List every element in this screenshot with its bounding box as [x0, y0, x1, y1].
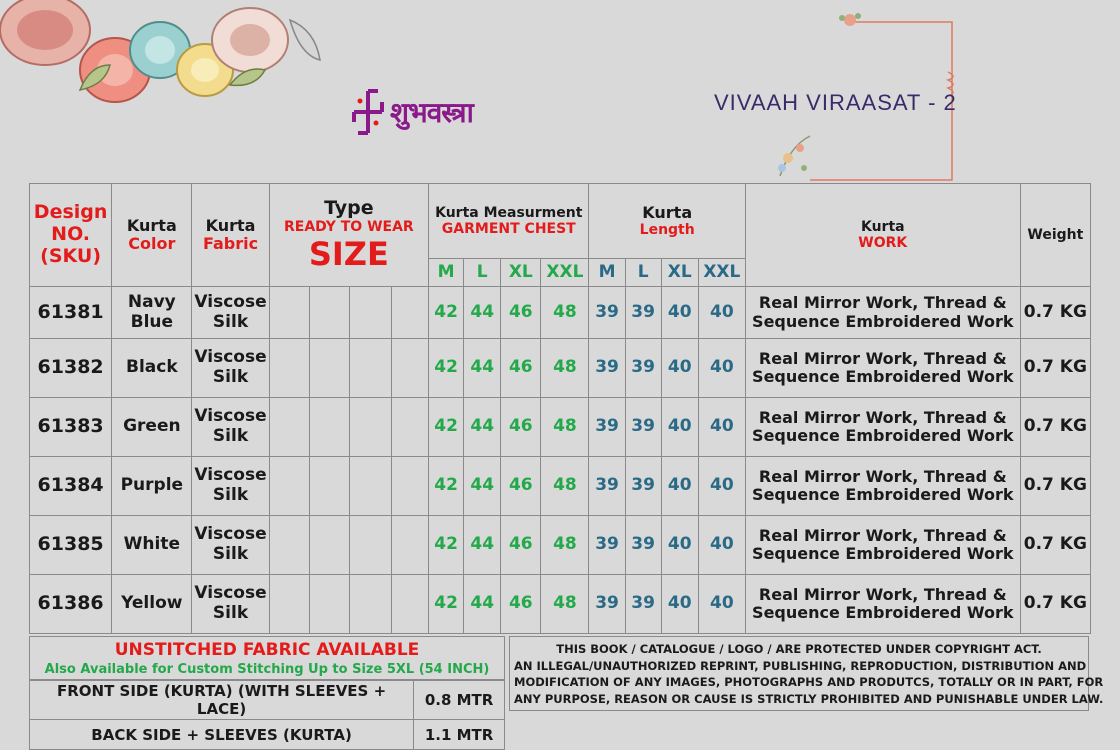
unstitched-title: UNSTITCHED FABRIC AVAILABLE: [114, 640, 420, 660]
sku-cell: 61382: [30, 339, 112, 398]
table-row: [30, 516, 1091, 575]
work-cell: Real Mirror Work, Thread & Sequence Embroidered Work: [745, 339, 1020, 398]
fabric-cell: Viscose Silk: [192, 516, 269, 575]
sku-cell: 61381: [30, 287, 112, 339]
chest-cell: 46: [501, 287, 541, 339]
kurta-length-header: Kurta Length: [589, 184, 745, 259]
collection-title: VIVAAH VIRAASAT - 2: [714, 90, 957, 115]
length-cell: 40: [661, 339, 698, 398]
size-cell: [349, 516, 391, 575]
table-row: [30, 575, 1091, 634]
chest-cell: 44: [464, 575, 501, 634]
chest-cell: 42: [429, 516, 464, 575]
size-cell: [269, 339, 309, 398]
chest-cell: 44: [464, 339, 501, 398]
kurta-measurement-header: Kurta Measurment GARMENT CHEST: [429, 184, 589, 259]
color-cell: Yellow: [112, 575, 192, 634]
length-cell: 39: [625, 339, 661, 398]
length-cell: 40: [698, 575, 745, 634]
fabric-info-heading: [29, 636, 505, 680]
fabric-cell: Viscose Silk: [192, 287, 269, 339]
size-cell: [391, 516, 428, 575]
color-cell: Green: [112, 398, 192, 457]
length-cell: 40: [661, 287, 698, 339]
type-size-header: Type READY TO WEAR SIZE: [269, 184, 428, 287]
weight-cell: 0.7 KG: [1020, 516, 1090, 575]
weight-cell: 0.7 KG: [1020, 575, 1090, 634]
size-cell: [391, 457, 428, 516]
fabric-row-value: 1.1 MTR: [414, 720, 505, 750]
chest-cell: 48: [541, 287, 589, 339]
work-cell: Real Mirror Work, Thread & Sequence Embroidered Work: [745, 457, 1020, 516]
size-cell: [349, 457, 391, 516]
copyright-line: ANY PURPOSE, REASON OR CAUSE IS STRICTLY PROHIBITED AND PUNISHABLE UNDER LAW.: [514, 692, 1104, 707]
custom-stitching-note: Also Available for Custom Stitching Up to Size 5XL (54 INCH): [44, 662, 490, 677]
size-cell: [309, 575, 349, 634]
sku-cell: 61386: [30, 575, 112, 634]
size-cell: [349, 287, 391, 339]
chest-cell: 44: [464, 457, 501, 516]
color-cell: Black: [112, 339, 192, 398]
length-cell: 39: [625, 457, 661, 516]
fabric-cell: Viscose Silk: [192, 457, 269, 516]
work-cell: Real Mirror Work, Thread & Sequence Embroidered Work: [745, 516, 1020, 575]
length-cell: 39: [625, 287, 661, 339]
table-row: [30, 457, 1091, 516]
chest-cell: 42: [429, 457, 464, 516]
length-cell: 40: [661, 457, 698, 516]
length-cell: 40: [698, 287, 745, 339]
size-cell: [349, 398, 391, 457]
length-cell: 40: [698, 516, 745, 575]
size-cell: [269, 575, 309, 634]
size-cell: [391, 398, 428, 457]
weight-cell: 0.7 KG: [1020, 398, 1090, 457]
design-no-header: Design NO. (SKU): [30, 184, 112, 287]
size-cell: [349, 575, 391, 634]
length-cell: 39: [625, 516, 661, 575]
chest-cell: 48: [541, 575, 589, 634]
length-cell: 40: [698, 398, 745, 457]
size-cell: [309, 398, 349, 457]
length-cell: 40: [661, 398, 698, 457]
chest-cell: 42: [429, 398, 464, 457]
length-cell: 39: [589, 575, 625, 634]
table-row: [30, 398, 1091, 457]
length-cell: 39: [589, 339, 625, 398]
fabric-row-value: 0.8 MTR: [414, 681, 505, 720]
weight-cell: 0.7 KG: [1020, 287, 1090, 339]
color-cell: White: [112, 516, 192, 575]
fabric-cell: Viscose Silk: [192, 398, 269, 457]
fabric-meter-table: [29, 680, 505, 750]
floral-decoration-icon: [0, 0, 330, 110]
kurta-work-header: Kurta WORK: [745, 184, 1020, 287]
copyright-line: THIS BOOK / CATALOGUE / LOGO / ARE PROTECTED UNDER COPYRIGHT ACT.: [556, 642, 1042, 656]
kurta-fabric-header: Kurta Fabric: [192, 184, 269, 287]
length-cell: 39: [625, 398, 661, 457]
weight-cell: 0.7 KG: [1020, 339, 1090, 398]
chest-cell: 46: [501, 398, 541, 457]
sku-cell: 61384: [30, 457, 112, 516]
size-cell: [309, 339, 349, 398]
chest-cell: 48: [541, 398, 589, 457]
length-size-m: M: [589, 259, 625, 287]
length-cell: 39: [625, 575, 661, 634]
fabric-cell: Viscose Silk: [192, 339, 269, 398]
swastik-logo-icon: [350, 87, 386, 137]
chest-cell: 42: [429, 339, 464, 398]
length-cell: 39: [589, 457, 625, 516]
chest-size-xl: XL: [501, 259, 541, 287]
fabric-row-label: FRONT SIDE (KURTA) (WITH SLEEVES + LACE): [30, 681, 414, 720]
chest-cell: 46: [501, 575, 541, 634]
size-cell: [309, 457, 349, 516]
product-table: [29, 183, 1091, 634]
chest-size-xxl: XXL: [541, 259, 589, 287]
chest-cell: 46: [501, 457, 541, 516]
chest-cell: 42: [429, 287, 464, 339]
size-cell: [349, 339, 391, 398]
length-cell: 39: [589, 287, 625, 339]
length-size-xxl: XXL: [698, 259, 745, 287]
chest-cell: 44: [464, 516, 501, 575]
weight-header: Weight: [1020, 184, 1090, 287]
color-cell: Navy Blue: [112, 287, 192, 339]
work-cell: Real Mirror Work, Thread & Sequence Embroidered Work: [745, 287, 1020, 339]
sku-cell: 61385: [30, 516, 112, 575]
brand-name: शुभवस्त्रा: [390, 96, 473, 129]
chest-cell: 46: [501, 516, 541, 575]
table-row: [30, 287, 1091, 339]
size-cell: [309, 287, 349, 339]
fabric-cell: Viscose Silk: [192, 575, 269, 634]
size-cell: [391, 287, 428, 339]
size-cell: [269, 287, 309, 339]
weight-cell: 0.7 KG: [1020, 457, 1090, 516]
chest-cell: 48: [541, 516, 589, 575]
length-cell: 39: [589, 516, 625, 575]
length-cell: 40: [698, 457, 745, 516]
brand-logo: [350, 86, 473, 138]
copyright-notice: [509, 636, 1104, 711]
table-row: [30, 339, 1091, 398]
fabric-row: [30, 681, 505, 720]
length-size-l: L: [625, 259, 661, 287]
length-cell: 40: [661, 575, 698, 634]
size-cell: [269, 457, 309, 516]
sku-cell: 61383: [30, 398, 112, 457]
copyright-line: AN ILLEGAL/UNAUTHORIZED REPRINT, PUBLISHING, REPRODUCTION, DISTRIBUTION AND: [514, 658, 1087, 673]
kurta-color-header: Kurta Color: [112, 184, 192, 287]
size-cell: [269, 516, 309, 575]
chest-cell: 44: [464, 398, 501, 457]
fabric-row: [30, 720, 505, 750]
chest-size-l: L: [464, 259, 501, 287]
length-cell: 39: [589, 398, 625, 457]
chest-size-m: M: [429, 259, 464, 287]
chest-cell: 44: [464, 287, 501, 339]
copyright-line: MODIFICATION OF ANY IMAGES, PHOTOGRAPHS AND PRODUTCS, TOTALLY OR IN PART, FOR: [514, 675, 1104, 690]
size-cell: [391, 575, 428, 634]
fabric-info: [29, 636, 505, 750]
chest-cell: 46: [501, 339, 541, 398]
length-cell: 40: [661, 516, 698, 575]
length-cell: 40: [698, 339, 745, 398]
work-cell: Real Mirror Work, Thread & Sequence Embroidered Work: [745, 575, 1020, 634]
chest-cell: 48: [541, 339, 589, 398]
work-cell: Real Mirror Work, Thread & Sequence Embroidered Work: [745, 398, 1020, 457]
chest-cell: 42: [429, 575, 464, 634]
size-cell: [391, 339, 428, 398]
fabric-row-label: BACK SIDE + SLEEVES (KURTA): [30, 720, 414, 750]
size-cell: [309, 516, 349, 575]
length-size-xl: XL: [661, 259, 698, 287]
color-cell: Purple: [112, 457, 192, 516]
chest-cell: 48: [541, 457, 589, 516]
size-cell: [269, 398, 309, 457]
